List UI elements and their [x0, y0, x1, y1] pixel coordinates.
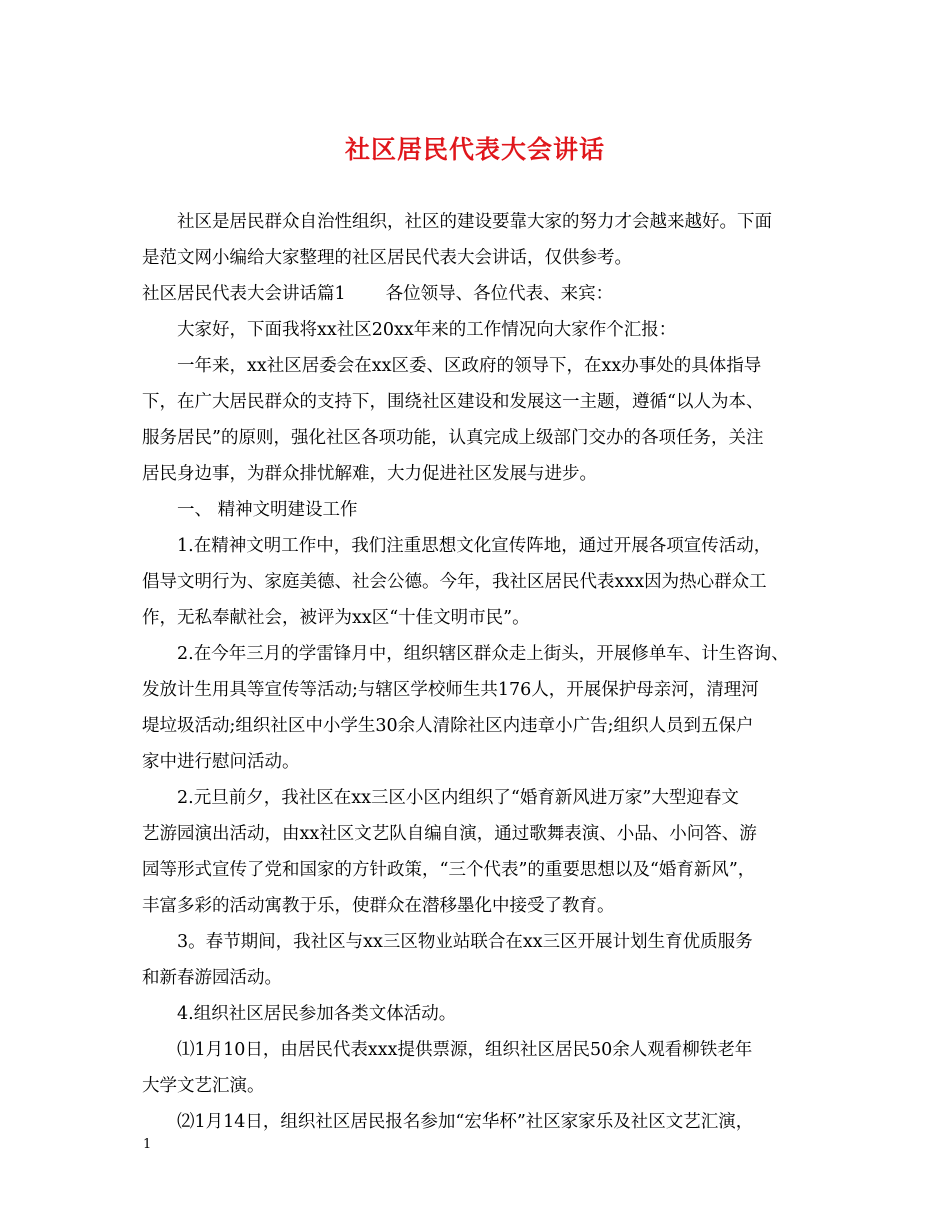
paragraph-line: 4.组织社区居民参加各类文体活动。: [177, 1004, 457, 1024]
section-heading-line: [142, 276, 812, 312]
paragraph-line: 丰富多彩的活动寓教于乐，使群众在潜移墨化中接受了教育。: [142, 896, 615, 916]
paragraph-line: 堤垃圾活动;组织社区中小学生30余人清除社区内违章小广告;组织人员到五保户: [142, 716, 754, 736]
paragraph-line: 倡导文明行为、家庭美德、社会公德。今年，我社区居民代表xxx因为热心群众工: [142, 572, 767, 592]
paragraph-line: 家中进行慰问活动。: [142, 752, 300, 772]
paragraph-line: 2.元旦前夕，我社区在xx三区小区内组织了“婚育新风进万家”大型迎春文: [177, 788, 739, 808]
paragraph-line: 下，在广大居民群众的支持下，围绕社区建设和发展这一主题，遵循“以人为本、: [142, 392, 764, 412]
paragraph-line: 居民身边事，为群众排忧解难，大力促进社区发展与进步。: [142, 464, 597, 484]
page-number: 1: [143, 1137, 152, 1152]
intro-line: 社区是居民群众自治性组织，社区的建设要靠大家的努力才会越来越好。下面: [177, 212, 772, 232]
paragraph-line: 园等形式宣传了党和国家的方针政策，“三个代表”的重要思想以及“婚育新风”，: [142, 860, 756, 880]
paragraph-line: 服务居民”的原则，强化社区各项功能，认真完成上级部门交办的各项任务，关注: [142, 428, 764, 448]
paragraph-line: 作，无私奉献社会，被评为xx区“十佳文明市民”。: [142, 608, 530, 628]
greeting: 各位领导、各位代表、来宾：: [385, 284, 614, 304]
paragraph-line: 大学文艺汇演。: [142, 1076, 265, 1096]
document-body: [142, 204, 812, 1140]
paragraph-line: 艺游园演出活动，由xx社区文艺队自编自演，通过歌舞表演、小品、小问答、游: [142, 824, 757, 844]
paragraph-line: 大家好，下面我将xx社区20xx年来的工作情况向大家作个汇报：: [177, 320, 677, 340]
paragraph-line: 发放计生用具等宣传等活动;与辖区学校师生共176人，开展保护母亲河，清理河: [142, 680, 759, 700]
paragraph-line: 3。春节期间，我社区与xx三区物业站联合在xx三区开展计划生育优质服务: [177, 932, 753, 952]
paragraph-line: ⑴1月10日，由居民代表xxx提供票源，组织社区居民50余人观看柳铁老年: [177, 1040, 753, 1060]
section-heading: 社区居民代表大会讲话篇1: [142, 284, 346, 304]
paragraph-line: 1.在精神文明工作中，我们注重思想文化宣传阵地，通过开展各项宣传活动，: [177, 536, 772, 556]
subheading: 一、 精神文明建设工作: [177, 500, 358, 520]
paragraph-line: 一年来，xx社区居委会在xx区委、区政府的领导下，在xx办事处的具体指导: [177, 356, 762, 376]
paragraph-line: 和新春游园活动。: [142, 968, 282, 988]
paragraph-line: ⑵1月14日，组织社区居民报名参加“宏华杯”社区家家乐及社区文艺汇演，: [177, 1112, 754, 1132]
paragraph-line: 2.在今年三月的学雷锋月中，组织辖区群众走上街头，开展修单车、计生咨询、: [177, 644, 789, 664]
intro-line: 是范文网小编给大家整理的社区居民代表大会讲话，仅供参考。: [142, 248, 632, 268]
document-title: 社区居民代表大会讲话: [344, 135, 605, 164]
